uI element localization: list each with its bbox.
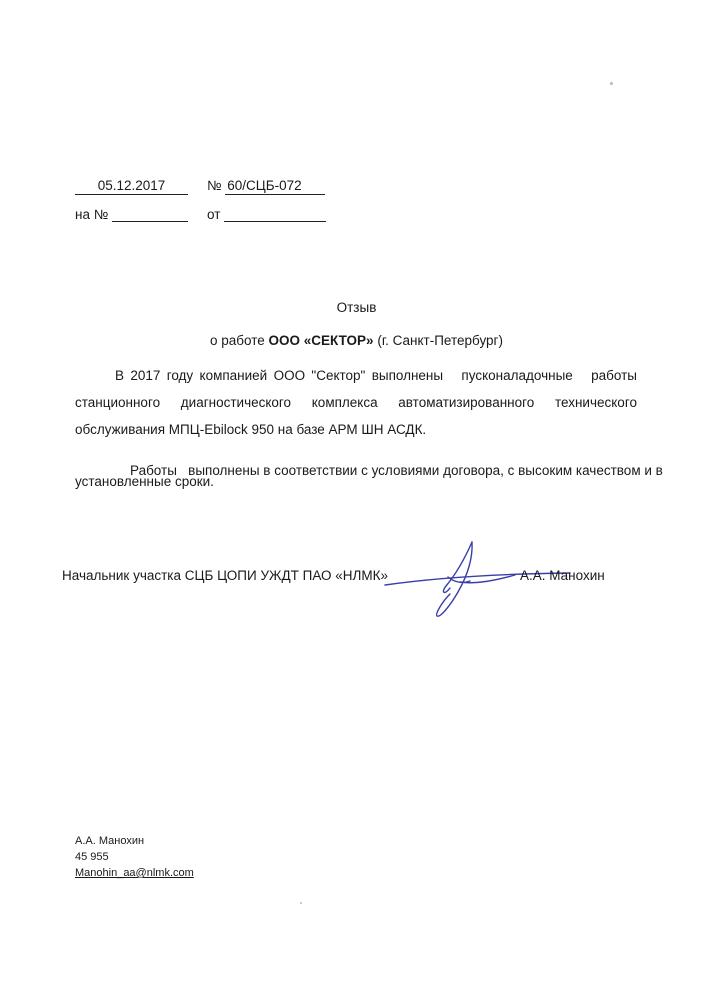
word: "Сектор" <box>311 368 366 383</box>
word: технического <box>554 395 637 410</box>
paragraph2-line2-text: установленные сроки. <box>75 474 214 489</box>
contact-block <box>75 833 194 881</box>
in-reply-date-label: от <box>207 207 221 222</box>
contact-email-link[interactable]: Manohin_aa@nlmk.com <box>75 867 194 879</box>
in-reply-date-line <box>224 207 326 222</box>
position-text: Начальник участка СЦБ ЦОПИ УЖДТ ПАО «НЛМК» <box>62 568 389 583</box>
word: станционного <box>75 395 161 410</box>
in-reply-number-field <box>75 207 190 222</box>
signatory-name-text: А.А. Манохин <box>520 568 605 583</box>
outgoing-number-label: № <box>207 178 222 193</box>
word: работы <box>591 368 637 383</box>
contact-phone: 45 955 <box>75 851 109 863</box>
word: компанией <box>199 368 268 383</box>
word: комплекса <box>311 395 378 410</box>
document-heading <box>0 300 713 315</box>
word: В <box>115 368 125 383</box>
word: году <box>166 368 194 383</box>
paragraph1-line1 <box>115 368 637 383</box>
word: ООО <box>273 368 306 383</box>
in-reply-number-line <box>112 207 188 222</box>
scan-speck <box>300 902 302 904</box>
outgoing-number-field <box>207 178 330 195</box>
paragraph2-line1-text: Работы выполнены в соответствии с условиями договора, с высоким качеством и в <box>130 463 663 478</box>
outgoing-date: 05.12.2017 <box>97 178 166 193</box>
subtitle-prefix: о работе <box>210 333 265 348</box>
word: пусконаладочные <box>461 368 573 383</box>
word: диагностического <box>180 395 292 410</box>
paragraph1-line3 <box>75 422 426 437</box>
subtitle-suffix: (г. Санкт-Петербург) <box>377 333 503 348</box>
word: 2017 <box>130 368 161 383</box>
outgoing-number: 60/СЦБ-072 <box>227 178 302 193</box>
signatory-position <box>62 568 388 583</box>
heading-text: Отзыв <box>336 300 377 315</box>
word: автоматизированного <box>398 395 535 410</box>
contact-name: А.А. Манохин <box>75 835 145 847</box>
paragraph1-line3-text: обслуживания МПЦ-Ebilock 950 на базе АРМ ШН АСДК. <box>75 422 427 437</box>
paragraph1-line2 <box>75 395 637 410</box>
company-name: ООО «СЕКТОР» <box>268 333 374 348</box>
in-reply-date-field <box>207 207 331 222</box>
in-reply-label: на № <box>75 207 109 222</box>
outgoing-date-field <box>75 178 188 195</box>
document-subtitle <box>0 333 713 348</box>
word: выполнены <box>371 368 444 383</box>
signatory-name <box>520 568 605 583</box>
paragraph2-line2 <box>75 474 214 489</box>
scan-speck <box>610 82 613 85</box>
